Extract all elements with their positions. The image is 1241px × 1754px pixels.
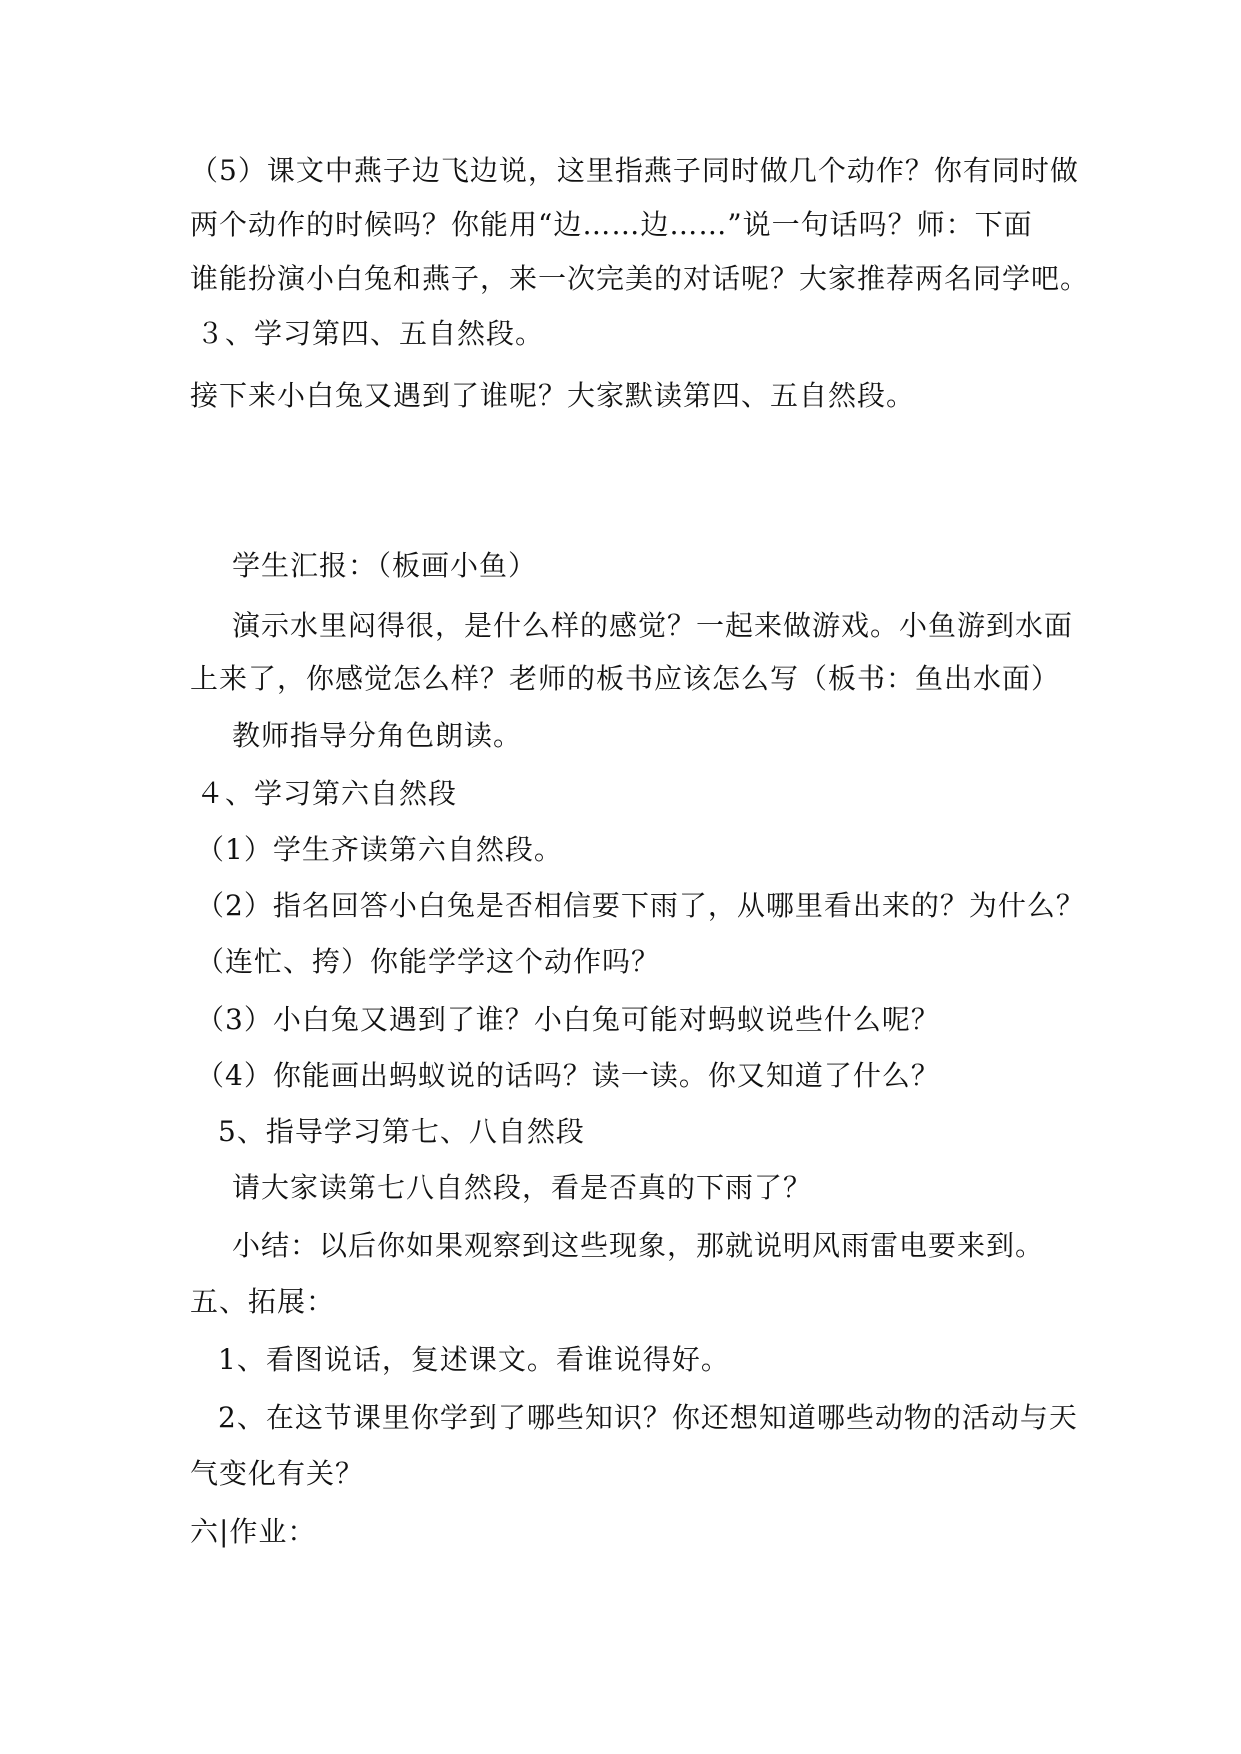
- text-line: （1）学生齐读第六自然段。: [196, 833, 563, 866]
- text-line: 请大家读第七八自然段，看是否真的下雨了？: [232, 1171, 813, 1204]
- text-line: 教师指导分角色朗读。: [232, 719, 523, 752]
- text-line: 演示水里闷得很，是什么样的感觉？一起来做游戏。小鱼游到水面: [232, 609, 1074, 642]
- text-line: 学生汇报：（板画小鱼）: [232, 549, 538, 582]
- text-line: （5）课文中燕子边飞边说，这里指燕子同时做几个动作？你有同时做: [190, 154, 1079, 187]
- text-line: 上来了，你感觉怎么样？老师的板书应该怎么写（板书：鱼出水面）: [190, 662, 1061, 695]
- section-heading: ３、学习第四、五自然段。: [196, 317, 545, 350]
- text-line: 两个动作的时候吗？你能用“边……边……”说一句话吗？师：下面: [190, 208, 1033, 241]
- text-line: （2）指名回答小白兔是否相信要下雨了，从哪里看出来的？为什么？: [196, 889, 1085, 922]
- section-heading: 5、指导学习第七、八自然段: [218, 1115, 585, 1148]
- text-line: （3）小白兔又遇到了谁？小白兔可能对蚂蚁说些什么呢？: [196, 1003, 940, 1036]
- text-line: 气变化有关？: [190, 1457, 365, 1490]
- text-line: （4）你能画出蚂蚁说的话吗？读一读。你又知道了什么？: [196, 1059, 940, 1092]
- text-line: 接下来小白兔又遇到了谁呢？大家默读第四、五自然段。: [190, 379, 916, 412]
- section-heading: 六|作业：: [190, 1515, 317, 1548]
- text-line: 2、在这节课里你学到了哪些知识？你还想知道哪些动物的活动与天: [218, 1401, 1078, 1434]
- text-line: 小结：以后你如果观察到这些现象，那就说明风雨雷电要来到。: [232, 1229, 1045, 1262]
- text-line: 1、看图说话，复述课文。看谁说得好。: [218, 1343, 730, 1376]
- section-heading: 五、拓展：: [190, 1285, 336, 1318]
- section-heading: ４、学习第六自然段: [196, 777, 458, 810]
- text-line: （连忙、挎）你能学学这个动作吗？: [196, 945, 661, 978]
- text-line: 谁能扮演小白兔和燕子，来一次完美的对话呢？大家推荐两名同学吧。: [190, 262, 1090, 295]
